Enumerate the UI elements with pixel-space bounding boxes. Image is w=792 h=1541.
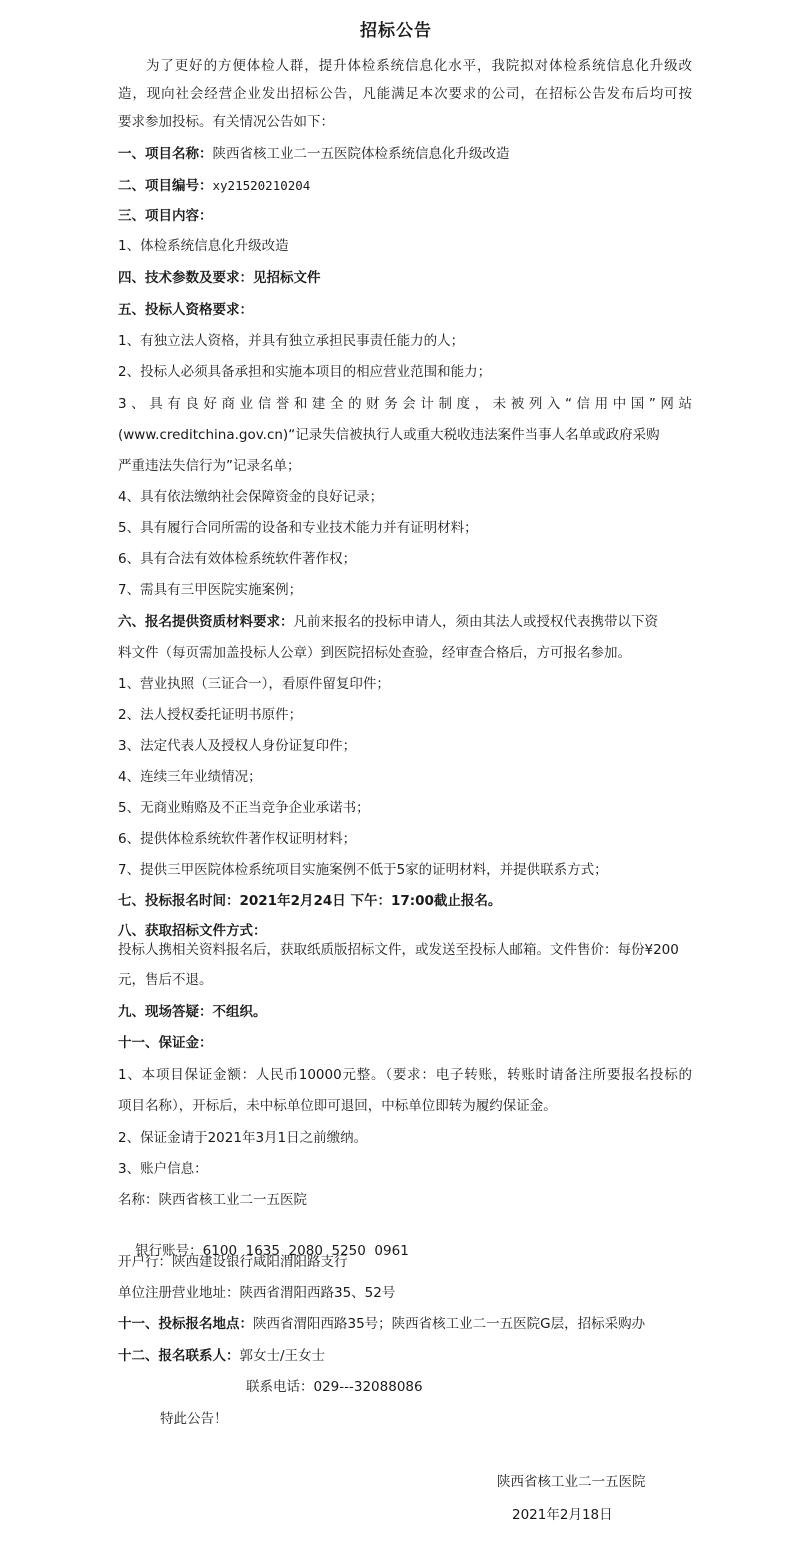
section-bid-location	[118, 1314, 692, 1334]
project-number: xy21520210204	[212, 178, 311, 193]
section-text-line-2: 料文件（每页需加盖投标人公章）到医院招标处查验，经审查合格后，方可报名参加。	[118, 645, 631, 661]
signature-org: 陕西省核工业二一五医院	[497, 1474, 646, 1490]
section-heading: 十一、保证金：	[118, 1035, 213, 1051]
section-qualification	[118, 300, 692, 320]
account-label: 银行账号：	[135, 1243, 203, 1259]
list-item: 项目名称），开标后，未中标单位即可退回，中标单位即转为履约保证金。	[118, 1098, 557, 1114]
list-item: 4、具有依法缴纳社会保障资金的良好记录；	[118, 489, 384, 505]
section-heading: 九、现场答疑：不组织。	[118, 1004, 267, 1020]
project-name: 陕西省核工业二一五医院体检系统信息化升级改造	[212, 146, 510, 162]
list-item: 1、营业执照（三证合一），看原件留复印件；	[118, 676, 390, 692]
section-heading: 三、项目内容：	[118, 208, 213, 224]
contact-names: 郭女士/王女士	[239, 1348, 326, 1364]
list-item: 严重违法失信行为”记录名单；	[118, 458, 301, 474]
section-heading: 四、技术参数及要求：见招标文件	[118, 270, 321, 286]
page-title: 招标公告	[360, 21, 432, 41]
list-item: 5、无商业贿赂及不正当竞争企业承诺书；	[118, 800, 370, 816]
section-project-number	[118, 176, 692, 196]
signature-date: 2021年2月18日	[512, 1507, 613, 1523]
section-heading: 八、获取招标文件方式：	[118, 923, 267, 939]
section-heading: 十二、报名联系人：	[118, 1348, 240, 1364]
section-bid-time	[118, 891, 692, 911]
list-item: 2、保证金请于2021年3月1日之前缴纳。	[118, 1130, 368, 1146]
account-address	[118, 1283, 692, 1303]
intro-line-1: 为了更好的方便体检人群，提升体检系统信息化水平，我院拟对体检系统信息化升级改	[146, 58, 692, 74]
list-item: 7、提供三甲医院体检系统项目实施案例不低于5家的证明材料，并提供联系方式；	[118, 862, 608, 878]
account-value: 6100 1635 2080 5250 0961	[202, 1243, 409, 1259]
list-item: 3、账户信息：	[118, 1161, 208, 1177]
section-text: 投标人携相关资料报名后，获取纸质版招标文件，或发送至投标人邮箱。文件售价：每份¥200	[118, 942, 679, 958]
contact-phone: 联系电话：029---32088086	[246, 1379, 423, 1395]
list-item: 3、法定代表人及授权人身份证复印件；	[118, 738, 357, 754]
account-label: 单位注册营业地址：	[118, 1285, 240, 1301]
section-text: 元，售后不退。	[118, 972, 213, 988]
closing-text: 特此公告！	[160, 1411, 228, 1427]
section-text: 陕西省渭阳西路35号；陕西省核工业二一五医院G层，招标采购办	[253, 1316, 646, 1332]
section-heading: 七、投标报名时间：2021年2月24日 下午：17:00截止报名。	[118, 893, 502, 909]
section-heading: 六、报名提供资质材料要求：	[118, 614, 294, 630]
list-item: (www.creditchina.gov.cn)“记录失信被执行人或重大税收违法案件当事人名单或政府采购	[118, 427, 660, 443]
account-value: 陕西省核工业二一五医院	[158, 1192, 307, 1208]
section-heading: 五、投标人资格要求：	[118, 302, 253, 318]
section-project-name	[118, 144, 692, 164]
intro-line-3: 要求参加投标。有关情况公告如下：	[118, 114, 334, 130]
section-heading: 一、项目名称：	[118, 146, 213, 162]
account-bank	[118, 1252, 692, 1272]
account-name	[118, 1190, 692, 1210]
section-qa	[118, 1002, 692, 1022]
account-label: 名称：	[118, 1192, 159, 1208]
section-heading: 二、项目编号：	[118, 178, 213, 194]
list-item: 6、提供体检系统软件著作权证明材料；	[118, 831, 357, 847]
list-item: 5、具有履行合同所需的设备和专业技术能力并有证明材料；	[118, 520, 478, 536]
list-item: 4、连续三年业绩情况；	[118, 769, 262, 785]
list-item: 3、具有良好商业信誉和建全的财务会计制度，未被列入“信用中国”网站	[118, 396, 692, 412]
section-tech-params	[118, 268, 692, 288]
section-heading: 十一、投标报名地点：	[118, 1316, 253, 1332]
account-number	[118, 1221, 692, 1281]
account-value: 陕西省渭阳西路35、52号	[239, 1285, 396, 1301]
list-item: 2、法人授权委托证明书原件；	[118, 707, 303, 723]
list-item: 1、本项目保证金额：人民币10000元整。（要求：电子转账，转账时请备注所要报名投标的	[118, 1067, 692, 1083]
list-item: 1、体检系统信息化升级改造	[118, 238, 289, 254]
list-item: 6、具有合法有效体检系统软件著作权；	[118, 551, 357, 567]
account-label: 开户行：	[118, 1254, 172, 1270]
section-project-content	[118, 206, 692, 226]
section-materials	[118, 612, 692, 632]
list-item: 1、有独立法人资格，并具有独立承担民事责任能力的人；	[118, 333, 465, 349]
section-contact	[118, 1346, 692, 1366]
section-deposit	[118, 1033, 692, 1053]
section-get-documents	[118, 921, 692, 941]
section-text: 凡前来报名的投标申请人，须由其法人或授权代表携带以下资	[293, 614, 658, 630]
list-item: 2、投标人必须具备承担和实施本项目的相应营业范围和能力；	[118, 364, 492, 380]
account-value: 陕西建设银行咸阳渭阳路支行	[172, 1254, 348, 1270]
intro-line-2: 造，现向社会经营企业发出招标公告，凡能满足本次要求的公司，在招标公告发布后均可按	[118, 86, 692, 102]
list-item: 7、需具有三甲医院实施案例；	[118, 582, 303, 598]
